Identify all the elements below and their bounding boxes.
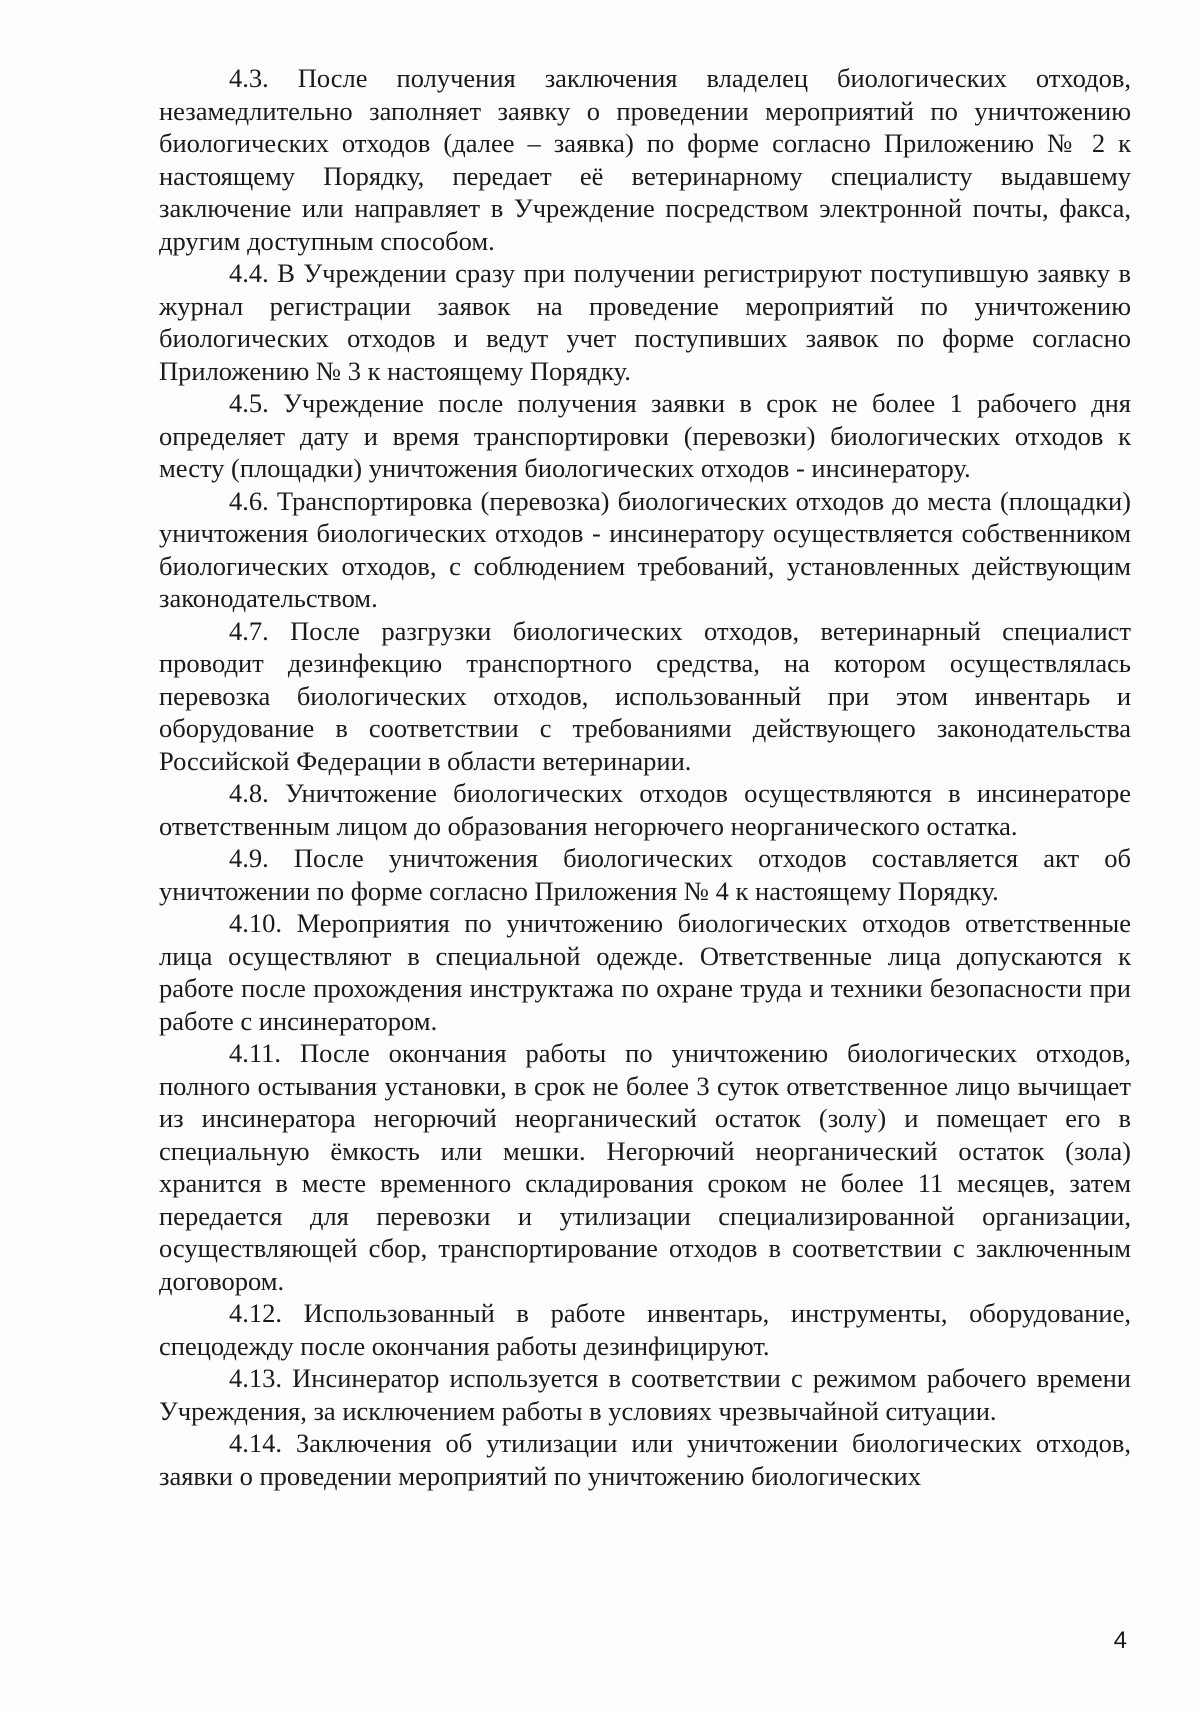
- paragraph-4-8: 4.8. Уничтожение биологических отходов осуществляются в инсинераторе ответственным лицом до образования негорючего неорганического остатка.: [159, 778, 1131, 841]
- paragraph-4-4: 4.4. В Учреждении сразу при получении регистрируют поступившую заявку в журнал регистрации заявок на проведение мероприятий по уничтожению биологических отходов и ведут учет поступивших заявок по форме согласно Приложению № 3 к настоящему Порядку.: [159, 258, 1131, 386]
- paragraph-4-11: 4.11. После окончания работы по уничтожению биологических отходов, полного остывания установки, в срок не более 3 суток ответственное лицо вычищает из инсинератора негорючий неорганический остаток (золу) и помещает его в специальную ёмкость или мешки. Негорючий неорганический остаток (зола) хранится в месте временного складирования сроком не более 11 месяцев, затем передается для перевозки и утилизации специализированной организации, осуществляющей сбор, транспортирование отходов в соответствии с заключенным договором.: [159, 1038, 1131, 1296]
- paragraph-4-9: 4.9. После уничтожения биологических отходов составляется акт об уничтожении по форме согласно Приложения № 4 к настоящему Порядку.: [159, 843, 1131, 906]
- paragraph-4-6: 4.6. Транспортировка (перевозка) биологических отходов до места (площадки) уничтожения биологических отходов - инсинератору осуществляется собственником биологических отходов, с соблюдением требований, установленных действующим законодательством.: [159, 485, 1131, 613]
- document-body: [159, 62, 1131, 1492]
- paragraph-4-10: 4.10. Мероприятия по уничтожению биологических отходов ответственные лица осуществляют в специальной одежде. Ответственные лица допускаются к работе после прохождения инструктажа по охране труда и техники безопасности при работе с инсинератором.: [159, 908, 1131, 1036]
- paragraph-4-13: 4.13. Инсинератор используется в соответствии с режимом рабочего времени Учреждения, за исключением работы в условиях чрезвычайной ситуации.: [159, 1363, 1131, 1426]
- paragraph-4-3: 4.3. После получения заключения владелец биологических отходов, незамедлительно заполняет заявку о проведении мероприятий по уничтожению биологических отходов (далее – заявка) по форме согласно Приложению № 2 к настоящему Порядку, передает её ветеринарному специалисту выдавшему заключение или направляет в Учреждение посредством электронной почты, факса, другим доступным способом.: [159, 63, 1131, 256]
- paragraph-4-7: 4.7. После разгрузки биологических отходов, ветеринарный специалист проводит дезинфекцию транспортного средства, на котором осуществлялась перевозка биологических отходов, использованный при этом инвентарь и оборудование в соответствии с требованиями действующего законодательства Российской Федерации в области ветеринарии.: [159, 615, 1131, 776]
- paragraph-4-12: 4.12. Использованный в работе инвентарь, инструменты, оборудование, спецодежду после окончания работы дезинфицируют.: [159, 1298, 1131, 1361]
- page-number: 4: [1113, 1627, 1127, 1654]
- paragraph-4-5: 4.5. Учреждение после получения заявки в срок не более 1 рабочего дня определяет дату и время транспортировки (перевозки) биологических отходов к месту (площадки) уничтожения биологических отходов - инсинератору.: [159, 388, 1131, 483]
- paragraph-4-14: 4.14. Заключения об утилизации или уничтожении биологических отходов, заявки о проведении мероприятий по уничтожению биологических: [159, 1428, 1131, 1491]
